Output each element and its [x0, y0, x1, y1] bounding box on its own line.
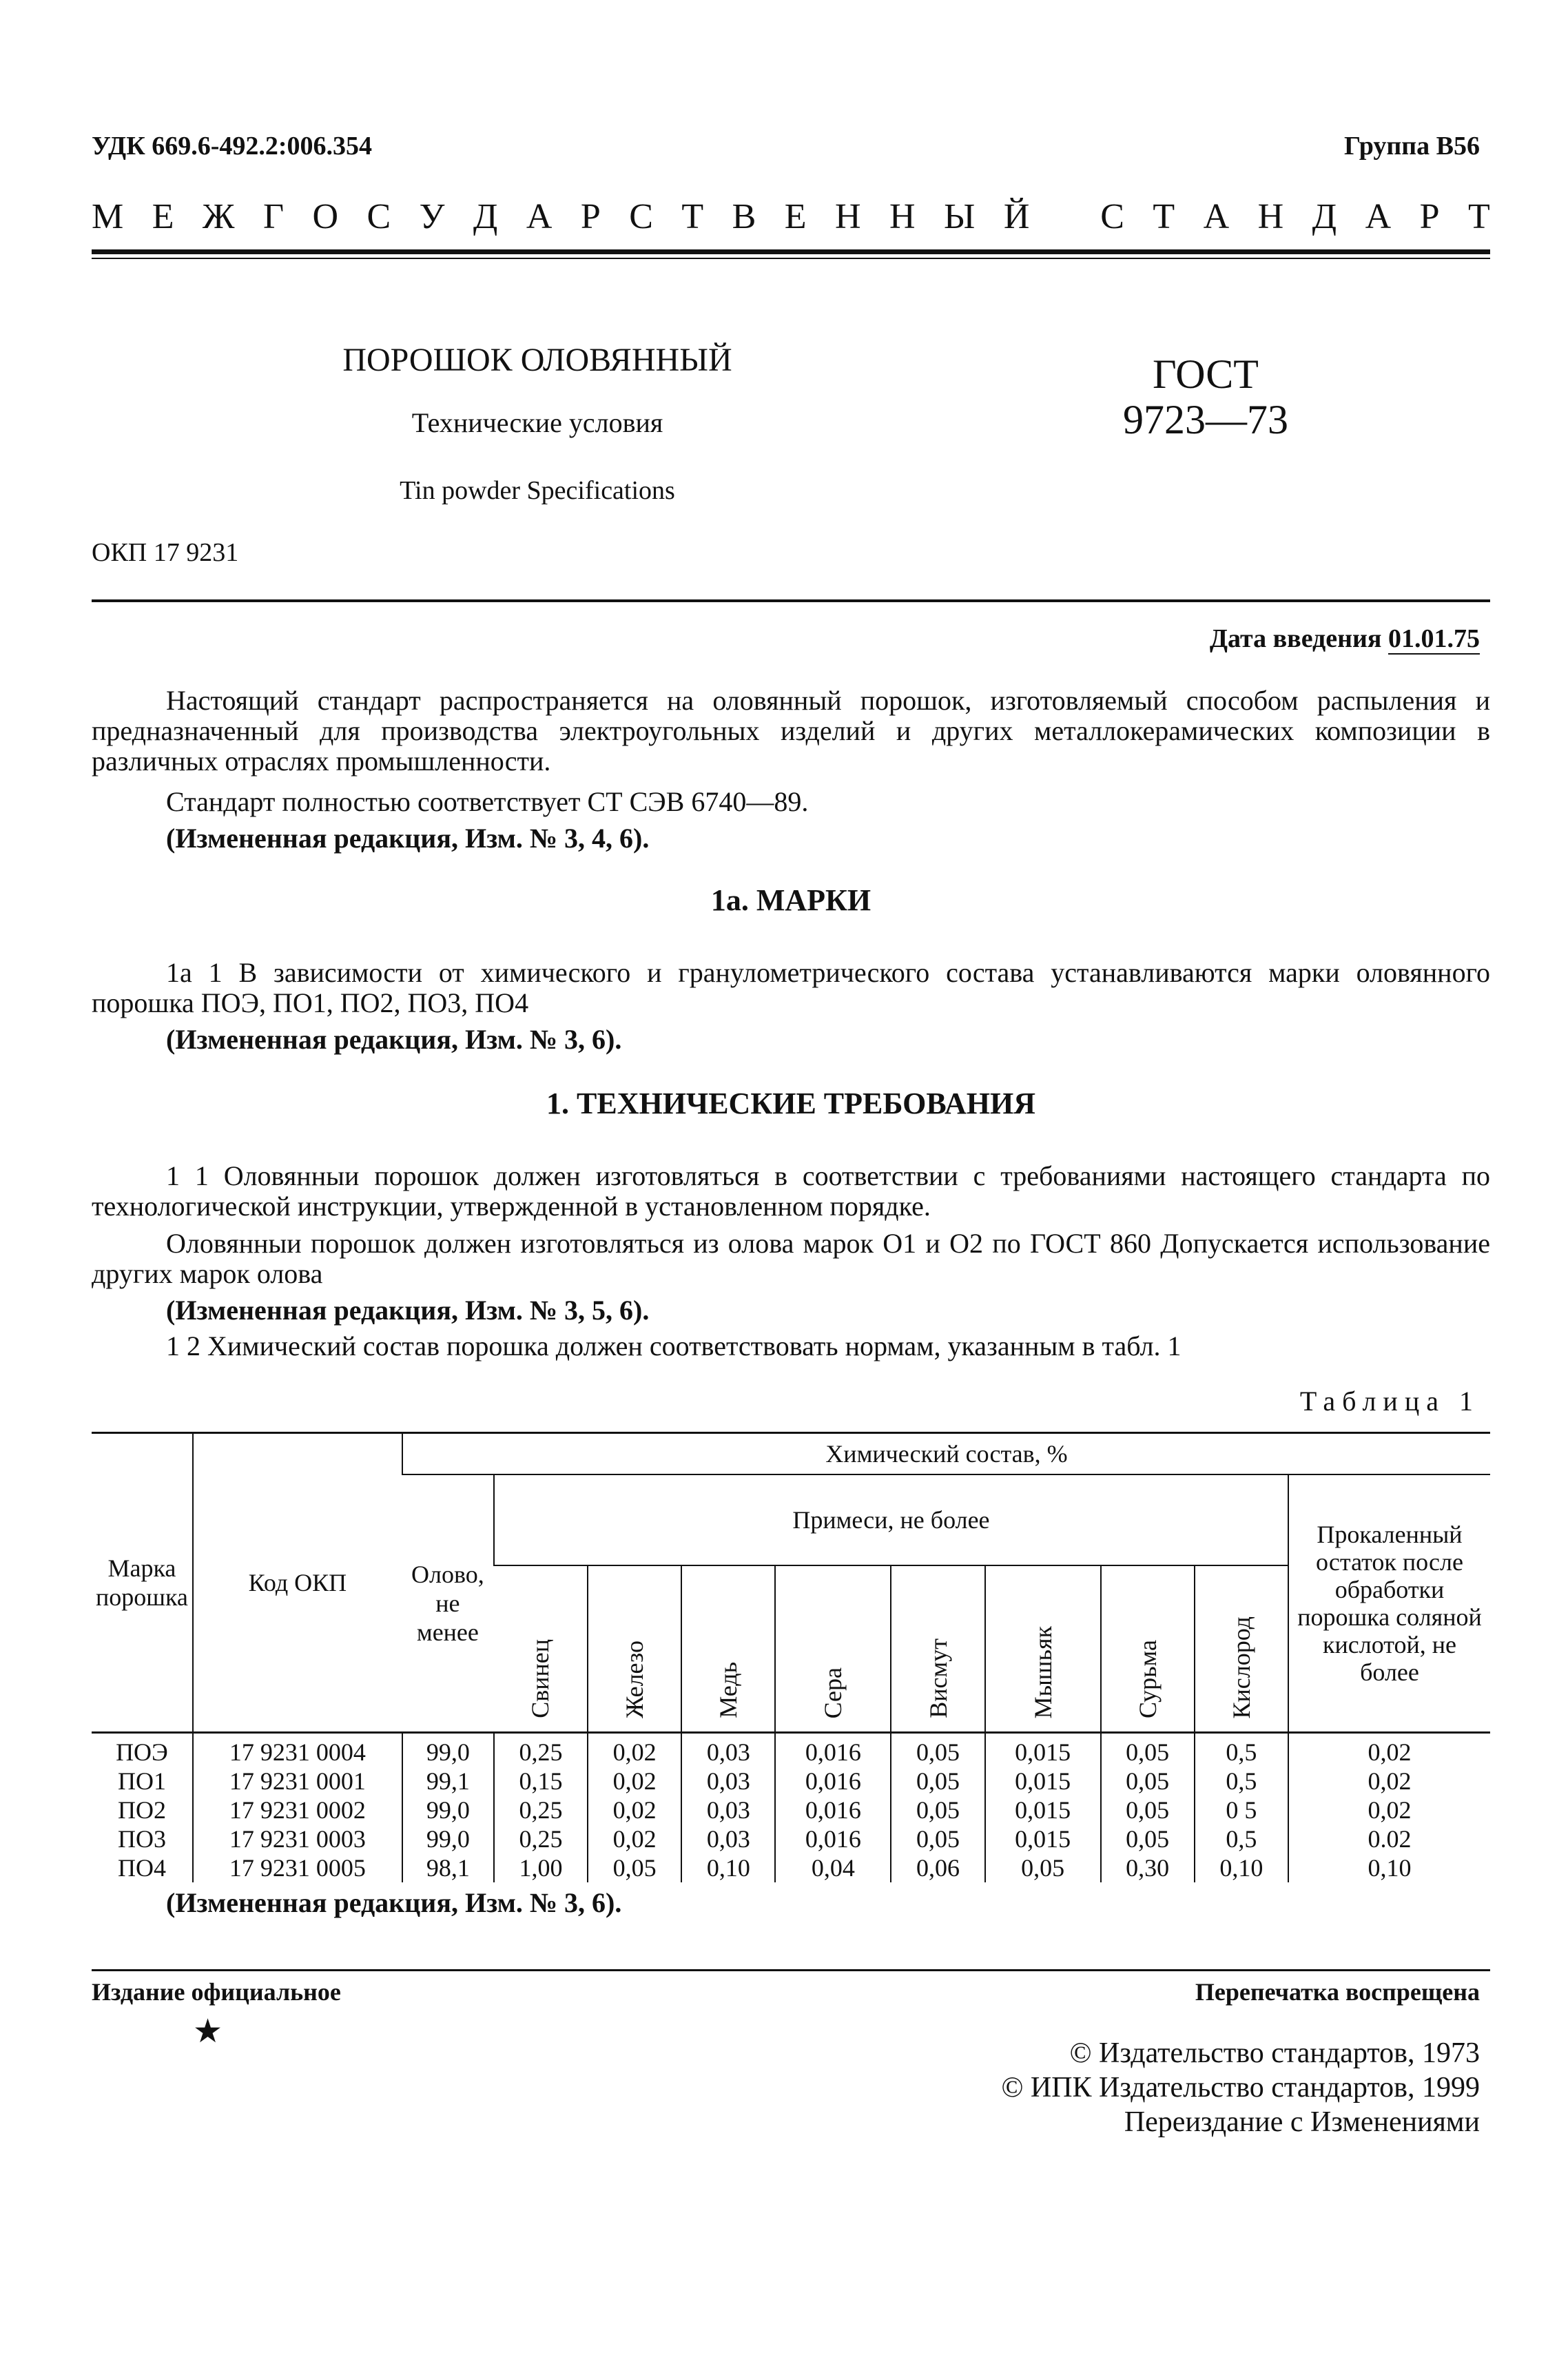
cell-value: 0,25: [494, 1796, 588, 1824]
col-header-okp: Код ОКП: [193, 1433, 402, 1733]
banner-letter: Р: [580, 197, 601, 236]
banner-letter: А: [1365, 197, 1392, 236]
banner-letter: Р: [1419, 197, 1440, 236]
impurity-label: Сурьма: [1133, 1639, 1162, 1718]
banner-letter: Ы: [944, 197, 976, 236]
cell-mark: ПОЭ: [116, 1738, 168, 1766]
cell-value: 0,015: [985, 1767, 1101, 1796]
cell-value: 0,05: [891, 1733, 984, 1767]
col-header-impurity: [1101, 1565, 1195, 1733]
banner-letter: С: [1100, 197, 1124, 236]
cell-value: 0,5: [1195, 1733, 1288, 1767]
table-row: [92, 1824, 1490, 1853]
col-header-impurities: Примеси, не более: [494, 1474, 1288, 1565]
banner-letter: В: [732, 197, 756, 236]
section-1-1-amendment: (Измененная редакция, Изм. № 3, 5, 6).: [166, 1295, 650, 1326]
cell-value: 0,016: [775, 1796, 891, 1824]
section-1a-heading: 1а. МАРКИ: [710, 883, 871, 917]
banner-letter: Н: [889, 197, 916, 236]
gost-designation: [1102, 351, 1309, 442]
cell-value: 0,05: [891, 1824, 984, 1853]
cell-mark: ПО4: [117, 1854, 166, 1882]
section-1-heading: 1. ТЕХНИЧЕСКИЕ ТРЕБОВАНИЯ: [546, 1087, 1035, 1120]
col-header-impurity: [1195, 1565, 1288, 1733]
cell-value: 0,25: [494, 1733, 588, 1767]
cell-value: 0,016: [775, 1733, 891, 1767]
banner-letter: Н: [834, 197, 861, 236]
cell-value: 0,03: [681, 1733, 775, 1767]
banner-letter: А: [526, 197, 553, 236]
col-header-impurity: [985, 1565, 1101, 1733]
impurity-label: Висмут: [924, 1638, 952, 1718]
cell-value: 0,5: [1195, 1767, 1288, 1796]
table-row: [92, 1767, 1490, 1796]
intro-conformity: Стандарт полностью соответствует СТ СЭВ 6740—89.: [166, 786, 809, 817]
cell-value: 0,05: [1101, 1824, 1195, 1853]
cell-value: 99,0: [402, 1796, 494, 1824]
section-1a-amendment: (Измененная редакция, Изм. № 3, 6).: [166, 1024, 622, 1055]
copyright-1999: © ИПК Издательство стандартов, 1999: [1001, 2072, 1480, 2104]
banner-letter: У: [419, 197, 445, 236]
cell-value: 0,016: [775, 1767, 891, 1796]
cell-value: 0,06: [891, 1853, 984, 1882]
banner-letter: Т: [1468, 197, 1490, 236]
cell-value: 0,05: [1101, 1767, 1195, 1796]
banner-letter: О: [312, 197, 339, 236]
english-title: Tin powder Specifications: [400, 476, 675, 505]
intro-paragraph: Настоящий стандарт распространяется на оловянный порошок, изготовляемый способом распыления и предназначенный для производства электроугольных изделий и других металлокерамических композиции в различных отраслях промышленности.: [92, 685, 1490, 777]
cell-okp: 17 9231 0004: [193, 1733, 402, 1767]
gost-label: ГОСТ: [1153, 351, 1259, 397]
banner-letter: Д: [1312, 197, 1337, 236]
effective-date-value: 01.01.75: [1388, 624, 1480, 653]
cell-value: 99,1: [402, 1767, 494, 1796]
col-header-mark: Марка порошка: [96, 1554, 188, 1611]
cell-value: 0,03: [681, 1824, 775, 1853]
cell-mark: ПО1: [117, 1767, 166, 1795]
cell-value: 0,02: [588, 1767, 681, 1796]
header-rule-thick: [92, 249, 1490, 254]
banner-letter: М: [92, 197, 124, 236]
cell-value: 0.02: [1288, 1824, 1490, 1853]
banner-letter: Н: [1257, 197, 1284, 236]
cell-value: 0,25: [494, 1824, 588, 1853]
cell-value: 0,30: [1101, 1853, 1195, 1882]
cell-value: 0,02: [1288, 1733, 1490, 1767]
chemical-composition-table: [92, 1432, 1490, 1882]
title-rule: [92, 599, 1490, 602]
section-1-1-text: 1 1 Оловянныи порошок должен изготовляться в соответствии с требованиями настоящего стандарта по технологической инструкции, утвержденной в установленном порядке.: [92, 1160, 1490, 1222]
reprint-prohibited: Перепечатка воспрещена: [1195, 1978, 1480, 2006]
cell-value: 0,03: [681, 1796, 775, 1824]
cell-okp: 17 9231 0001: [193, 1767, 402, 1796]
official-edition: Издание официальное: [92, 1978, 341, 2006]
impurity-label: Кислород: [1227, 1616, 1255, 1718]
section-1a-text: 1а 1 В зависимости от химического и гранулометрического состава устанавливаются марки оловянного порошка ПОЭ, ПО1, ПО2, ПО3, ПО4: [92, 957, 1490, 1018]
header-rule-thin: [92, 258, 1490, 259]
banner-letter: С: [629, 197, 653, 236]
cell-value: 0 5: [1195, 1796, 1288, 1824]
banner-letter: Е: [152, 197, 174, 236]
cell-value: 0,015: [985, 1824, 1101, 1853]
cell-value: 0,10: [681, 1853, 775, 1882]
col-header-tin: Олово, не менее: [411, 1561, 484, 1646]
table-amendment: (Измененная редакция, Изм. № 3, 6).: [166, 1887, 622, 1918]
footer-rule: [92, 1969, 1490, 1971]
impurity-label: Мышьяк: [1029, 1625, 1057, 1718]
cell-value: 0,02: [588, 1824, 681, 1853]
cell-value: 1,00: [494, 1853, 588, 1882]
banner-letter: Г: [262, 197, 285, 236]
table-row: [92, 1733, 1490, 1767]
group-code: Группа В56: [1343, 132, 1480, 161]
table-row: [92, 1796, 1490, 1824]
cell-value: 0,10: [1195, 1853, 1288, 1882]
cell-value: 0,016: [775, 1824, 891, 1853]
cell-value: 0,5: [1195, 1824, 1288, 1853]
col-header-residue: Прокаленный остаток после обработки порошка соляной кислотой, не более: [1288, 1474, 1490, 1733]
gost-number: 9723—73: [1123, 397, 1288, 442]
document-subtitle: Технические условия: [411, 407, 663, 438]
col-header-impurity: [891, 1565, 984, 1733]
cell-okp: 17 9231 0002: [193, 1796, 402, 1824]
cell-value: 0,05: [1101, 1733, 1195, 1767]
banner-letter: Т: [1153, 197, 1175, 236]
cell-value: 0,02: [588, 1796, 681, 1824]
cell-value: 99,0: [402, 1824, 494, 1853]
cell-value: 0,015: [985, 1733, 1101, 1767]
banner-letter: Й: [1003, 197, 1030, 236]
table-caption: Таблица 1: [1299, 1386, 1480, 1417]
banner-letter: Д: [473, 197, 498, 236]
banner-letter: Т: [681, 197, 704, 236]
cell-value: 0,04: [775, 1853, 891, 1882]
col-header-impurity: [775, 1565, 891, 1733]
banner-letter: Е: [784, 197, 807, 236]
cell-value: 0,05: [588, 1853, 681, 1882]
copyright-1973: © Издательство стандартов, 1973: [1069, 2037, 1480, 2069]
cell-value: 0,05: [891, 1796, 984, 1824]
col-header-impurity: [588, 1565, 681, 1733]
effective-date-label: Дата введения: [1209, 624, 1382, 653]
okp-code: ОКП 17 9231: [92, 538, 239, 567]
standard-type-banner: [92, 196, 1490, 237]
star-icon: ★: [193, 2013, 223, 2050]
cell-value: 99,0: [402, 1733, 494, 1767]
cell-mark: ПО3: [117, 1825, 166, 1853]
cell-value: 0,15: [494, 1767, 588, 1796]
banner-letter: Ж: [202, 197, 235, 236]
col-header-impurity: [494, 1565, 588, 1733]
impurity-label: Сера: [819, 1667, 847, 1718]
banner-letter: [1058, 196, 1072, 237]
cell-okp: 17 9231 0003: [193, 1824, 402, 1853]
cell-value: 0,05: [1101, 1796, 1195, 1824]
reissue-note: Переиздание с Изменениями: [1124, 2106, 1480, 2138]
section-1-2-text: 1 2 Химический состав порошка должен соответствовать нормам, указанным в табл. 1: [166, 1330, 1182, 1361]
cell-okp: 17 9231 0005: [193, 1853, 402, 1882]
cell-value: 0,03: [681, 1767, 775, 1796]
copyright-block: [1001, 2036, 1480, 2139]
banner-letter: С: [367, 197, 391, 236]
cell-value: 0,02: [1288, 1796, 1490, 1824]
document-title: ПОРОШОК ОЛОВЯННЫЙ: [342, 342, 732, 378]
effective-date: [1210, 624, 1480, 654]
impurity-label: Медь: [714, 1662, 743, 1718]
banner-letter: А: [1203, 197, 1230, 236]
intro-amendment: (Измененная редакция, Изм. № 3, 4, 6).: [166, 823, 650, 854]
cell-mark: ПО2: [117, 1796, 166, 1824]
impurity-label: Железо: [621, 1641, 649, 1718]
col-header-impurity: [681, 1565, 775, 1733]
cell-value: 0,02: [588, 1733, 681, 1767]
udk-code: УДК 669.6-492.2:006.354: [92, 132, 373, 161]
cell-value: 0,02: [1288, 1767, 1490, 1796]
cell-value: 98,1: [402, 1853, 494, 1882]
cell-value: 0,05: [985, 1853, 1101, 1882]
section-1-1-raw-material: Оловянныи порошок должен изготовляться из олова марок О1 и О2 по ГОСТ 860 Допускается использование других марок олова: [92, 1228, 1490, 1289]
col-header-chem: Химический состав, %: [402, 1433, 1490, 1475]
cell-value: 0,015: [985, 1796, 1101, 1824]
cell-value: 0,10: [1288, 1853, 1490, 1882]
cell-value: 0,05: [891, 1767, 984, 1796]
impurity-label: Свинец: [526, 1639, 555, 1718]
table-row: [92, 1853, 1490, 1882]
